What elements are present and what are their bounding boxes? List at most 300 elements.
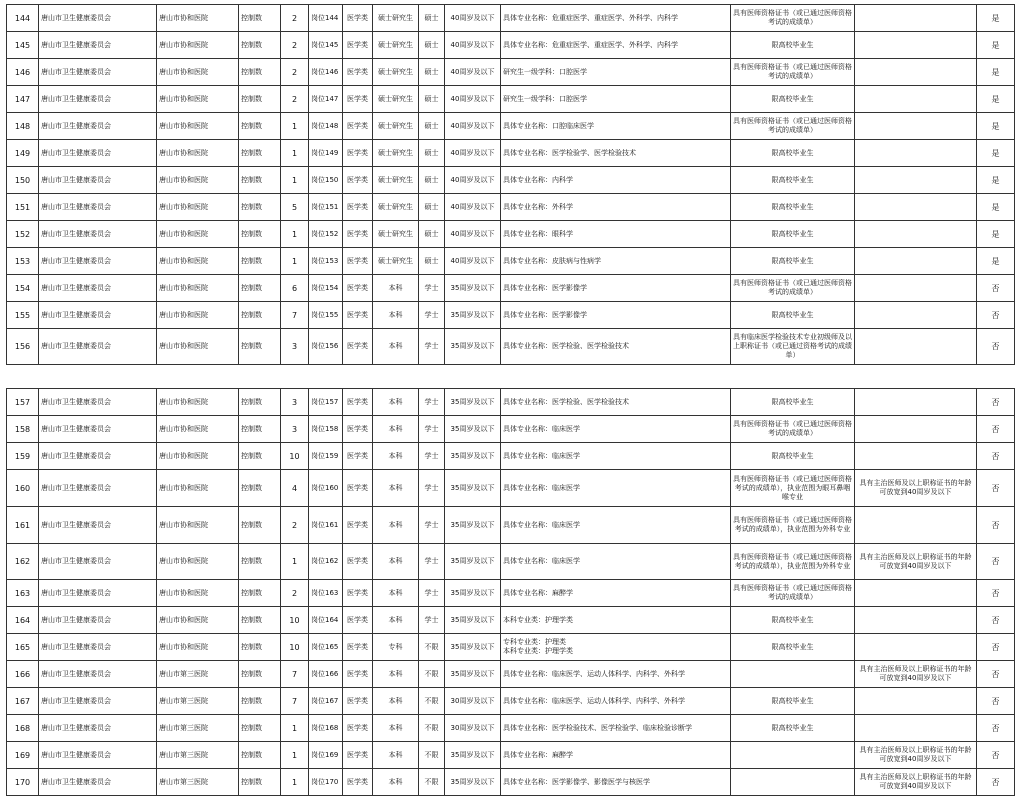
- major-requirement: 研究生一级学科：口腔医学: [501, 86, 731, 113]
- headcount: 5: [281, 194, 309, 221]
- row-number: 167: [7, 688, 39, 715]
- major-requirement: 具体专业名称：内科学: [501, 167, 731, 194]
- degree: 硕士: [419, 221, 445, 248]
- major-requirement: 具体专业名称：口腔临床医学: [501, 113, 731, 140]
- degree: 学士: [419, 329, 445, 365]
- row-number: 149: [7, 140, 39, 167]
- row-number: 169: [7, 742, 39, 769]
- other-requirement: 具有医师资格证书（或已通过医师资格考试的成绩单），执业范围为外科专业: [731, 507, 855, 544]
- post-code: 岗位169: [309, 742, 343, 769]
- job-table-section-1: [6, 4, 1014, 365]
- age-limit: 35周岁及以下: [445, 275, 501, 302]
- education: 本科: [373, 507, 419, 544]
- staffing-type: 控制数: [239, 688, 281, 715]
- age-limit: 40周岁及以下: [445, 113, 501, 140]
- table-row: [7, 5, 1015, 32]
- degree: 硕士: [419, 248, 445, 275]
- headcount: 2: [281, 580, 309, 607]
- staffing-type: 控制数: [239, 113, 281, 140]
- staffing-type: 控制数: [239, 607, 281, 634]
- table-row: [7, 634, 1015, 661]
- post-code: 岗位157: [309, 389, 343, 416]
- remark: [855, 607, 977, 634]
- employer-name: 唐山市协和医院: [157, 275, 239, 302]
- staffing-type: 控制数: [239, 32, 281, 59]
- other-requirement: 限高校毕业生: [731, 194, 855, 221]
- other-requirement: 限高校毕业生: [731, 715, 855, 742]
- employer-name: 唐山市协和医院: [157, 329, 239, 365]
- department-name: 唐山市卫生健康委员会: [39, 5, 157, 32]
- degree: 学士: [419, 275, 445, 302]
- education: 本科: [373, 688, 419, 715]
- flag: 是: [977, 248, 1015, 275]
- post-category: 医学类: [343, 544, 373, 580]
- table-row: [7, 302, 1015, 329]
- major-requirement: 具体专业名称：临床医学、运动人体科学、内科学、外科学: [501, 688, 731, 715]
- flag: 是: [977, 167, 1015, 194]
- post-category: 医学类: [343, 329, 373, 365]
- major-requirement: 研究生一级学科：口腔医学: [501, 59, 731, 86]
- department-name: 唐山市卫生健康委员会: [39, 59, 157, 86]
- remark: [855, 167, 977, 194]
- staffing-type: 控制数: [239, 443, 281, 470]
- staffing-type: 控制数: [239, 544, 281, 580]
- education: 硕士研究生: [373, 140, 419, 167]
- post-category: 医学类: [343, 470, 373, 507]
- row-number: 152: [7, 221, 39, 248]
- department-name: 唐山市卫生健康委员会: [39, 544, 157, 580]
- row-number: 150: [7, 167, 39, 194]
- flag: 否: [977, 634, 1015, 661]
- education: 硕士研究生: [373, 167, 419, 194]
- post-code: 岗位159: [309, 443, 343, 470]
- headcount: 1: [281, 248, 309, 275]
- remark: [855, 302, 977, 329]
- staffing-type: 控制数: [239, 194, 281, 221]
- major-requirement: 具体专业名称：临床医学: [501, 416, 731, 443]
- page-gap: [0, 375, 1019, 388]
- row-number: 170: [7, 769, 39, 796]
- staffing-type: 控制数: [239, 302, 281, 329]
- row-number: 147: [7, 86, 39, 113]
- post-category: 医学类: [343, 742, 373, 769]
- major-requirement: 具体专业名称：临床医学: [501, 443, 731, 470]
- major-requirement: 具体专业名称：眼科学: [501, 221, 731, 248]
- employer-name: 唐山市协和医院: [157, 580, 239, 607]
- department-name: 唐山市卫生健康委员会: [39, 302, 157, 329]
- degree: 不限: [419, 769, 445, 796]
- employer-name: 唐山市协和医院: [157, 607, 239, 634]
- major-requirement: 具体专业名称：危重症医学、重症医学、外科学、内科学: [501, 5, 731, 32]
- department-name: 唐山市卫生健康委员会: [39, 634, 157, 661]
- department-name: 唐山市卫生健康委员会: [39, 715, 157, 742]
- remark: [855, 416, 977, 443]
- remark: [855, 59, 977, 86]
- degree: 硕士: [419, 86, 445, 113]
- table-row: [7, 416, 1015, 443]
- post-category: 医学类: [343, 634, 373, 661]
- department-name: 唐山市卫生健康委员会: [39, 32, 157, 59]
- post-category: 医学类: [343, 167, 373, 194]
- headcount: 3: [281, 416, 309, 443]
- headcount: 3: [281, 389, 309, 416]
- flag: 否: [977, 607, 1015, 634]
- department-name: 唐山市卫生健康委员会: [39, 86, 157, 113]
- degree: 学士: [419, 389, 445, 416]
- remark: [855, 86, 977, 113]
- other-requirement: 具有医师资格证书（或已通过医师资格考试的成绩单）: [731, 113, 855, 140]
- degree: 学士: [419, 302, 445, 329]
- post-code: 岗位168: [309, 715, 343, 742]
- remark: [855, 275, 977, 302]
- degree: 不限: [419, 715, 445, 742]
- age-limit: 40周岁及以下: [445, 167, 501, 194]
- post-code: 岗位160: [309, 470, 343, 507]
- education: 本科: [373, 661, 419, 688]
- flag: 否: [977, 742, 1015, 769]
- staffing-type: 控制数: [239, 275, 281, 302]
- department-name: 唐山市卫生健康委员会: [39, 275, 157, 302]
- age-limit: 35周岁及以下: [445, 634, 501, 661]
- table-row: [7, 140, 1015, 167]
- headcount: 2: [281, 59, 309, 86]
- employer-name: 唐山市协和医院: [157, 167, 239, 194]
- staffing-type: 控制数: [239, 248, 281, 275]
- flag: 是: [977, 59, 1015, 86]
- department-name: 唐山市卫生健康委员会: [39, 329, 157, 365]
- major-requirement: 具体专业名称：医学影像学: [501, 275, 731, 302]
- job-table-section-2: [6, 388, 1014, 796]
- row-number: 160: [7, 470, 39, 507]
- staffing-type: 控制数: [239, 86, 281, 113]
- post-category: 医学类: [343, 389, 373, 416]
- post-category: 医学类: [343, 194, 373, 221]
- row-number: 164: [7, 607, 39, 634]
- major-requirement: 具体专业名称：临床医学: [501, 470, 731, 507]
- age-limit: 35周岁及以下: [445, 470, 501, 507]
- table-row: [7, 194, 1015, 221]
- table-row: [7, 248, 1015, 275]
- employer-name: 唐山市协和医院: [157, 544, 239, 580]
- headcount: 2: [281, 507, 309, 544]
- headcount: 1: [281, 167, 309, 194]
- headcount: 2: [281, 5, 309, 32]
- staffing-type: 控制数: [239, 5, 281, 32]
- age-limit: 35周岁及以下: [445, 507, 501, 544]
- flag: 否: [977, 580, 1015, 607]
- age-limit: 35周岁及以下: [445, 742, 501, 769]
- headcount: 4: [281, 470, 309, 507]
- staffing-type: 控制数: [239, 769, 281, 796]
- age-limit: 35周岁及以下: [445, 416, 501, 443]
- post-category: 医学类: [343, 507, 373, 544]
- age-limit: 40周岁及以下: [445, 59, 501, 86]
- staffing-type: 控制数: [239, 59, 281, 86]
- department-name: 唐山市卫生健康委员会: [39, 742, 157, 769]
- table-row: [7, 275, 1015, 302]
- row-number: 155: [7, 302, 39, 329]
- education: 本科: [373, 742, 419, 769]
- staffing-type: 控制数: [239, 167, 281, 194]
- employer-name: 唐山市协和医院: [157, 194, 239, 221]
- other-requirement: 具有医师资格证书（或已通过医师资格考试的成绩单），执业范围为外科专业: [731, 544, 855, 580]
- post-code: 岗位148: [309, 113, 343, 140]
- major-requirement: 具体专业名称：医学影像学: [501, 302, 731, 329]
- post-code: 岗位149: [309, 140, 343, 167]
- age-limit: 35周岁及以下: [445, 661, 501, 688]
- headcount: 1: [281, 140, 309, 167]
- employer-name: 唐山市协和医院: [157, 59, 239, 86]
- post-category: 医学类: [343, 86, 373, 113]
- post-code: 岗位162: [309, 544, 343, 580]
- row-number: 165: [7, 634, 39, 661]
- flag: 否: [977, 389, 1015, 416]
- job-table: [6, 4, 1015, 365]
- department-name: 唐山市卫生健康委员会: [39, 248, 157, 275]
- table-row: [7, 86, 1015, 113]
- row-number: 163: [7, 580, 39, 607]
- education: 本科: [373, 470, 419, 507]
- degree: 不限: [419, 634, 445, 661]
- other-requirement: [731, 742, 855, 769]
- department-name: 唐山市卫生健康委员会: [39, 607, 157, 634]
- remark: [855, 194, 977, 221]
- department-name: 唐山市卫生健康委员会: [39, 140, 157, 167]
- post-category: 医学类: [343, 607, 373, 634]
- staffing-type: 控制数: [239, 416, 281, 443]
- flag: 是: [977, 140, 1015, 167]
- employer-name: 唐山市第三医院: [157, 688, 239, 715]
- age-limit: 35周岁及以下: [445, 544, 501, 580]
- row-number: 146: [7, 59, 39, 86]
- post-code: 岗位154: [309, 275, 343, 302]
- employer-name: 唐山市协和医院: [157, 5, 239, 32]
- staffing-type: 控制数: [239, 507, 281, 544]
- headcount: 7: [281, 661, 309, 688]
- post-category: 医学类: [343, 140, 373, 167]
- degree: 硕士: [419, 167, 445, 194]
- remark: [855, 634, 977, 661]
- post-category: 医学类: [343, 769, 373, 796]
- age-limit: 35周岁及以下: [445, 580, 501, 607]
- department-name: 唐山市卫生健康委员会: [39, 507, 157, 544]
- other-requirement: 限高校毕业生: [731, 688, 855, 715]
- major-requirement: 具体专业名称：医学检验技术、医学检验学、临床检验诊断学: [501, 715, 731, 742]
- table-row: [7, 742, 1015, 769]
- degree: 硕士: [419, 5, 445, 32]
- major-requirement: 具体专业名称：外科学: [501, 194, 731, 221]
- headcount: 7: [281, 688, 309, 715]
- post-code: 岗位163: [309, 580, 343, 607]
- post-code: 岗位153: [309, 248, 343, 275]
- education: 硕士研究生: [373, 32, 419, 59]
- major-requirement: 具体专业名称：医学检验、医学检验技术: [501, 389, 731, 416]
- degree: 不限: [419, 661, 445, 688]
- post-code: 岗位150: [309, 167, 343, 194]
- employer-name: 唐山市协和医院: [157, 32, 239, 59]
- employer-name: 唐山市协和医院: [157, 221, 239, 248]
- table-row: [7, 32, 1015, 59]
- department-name: 唐山市卫生健康委员会: [39, 769, 157, 796]
- post-code: 岗位165: [309, 634, 343, 661]
- post-category: 医学类: [343, 416, 373, 443]
- education: 专科: [373, 634, 419, 661]
- post-category: 医学类: [343, 113, 373, 140]
- post-code: 岗位156: [309, 329, 343, 365]
- post-code: 岗位151: [309, 194, 343, 221]
- staffing-type: 控制数: [239, 715, 281, 742]
- post-category: 医学类: [343, 661, 373, 688]
- row-number: 159: [7, 443, 39, 470]
- age-limit: 35周岁及以下: [445, 329, 501, 365]
- age-limit: 40周岁及以下: [445, 32, 501, 59]
- job-table: [6, 388, 1015, 796]
- other-requirement: 具有医师资格证书（或已通过医师资格考试的成绩单）: [731, 59, 855, 86]
- table-row: [7, 59, 1015, 86]
- post-code: 岗位155: [309, 302, 343, 329]
- post-code: 岗位145: [309, 32, 343, 59]
- other-requirement: 限高校毕业生: [731, 86, 855, 113]
- staffing-type: 控制数: [239, 221, 281, 248]
- post-code: 岗位147: [309, 86, 343, 113]
- post-category: 医学类: [343, 5, 373, 32]
- employer-name: 唐山市协和医院: [157, 507, 239, 544]
- remark: [855, 715, 977, 742]
- flag: 否: [977, 329, 1015, 365]
- education: 本科: [373, 769, 419, 796]
- row-number: 144: [7, 5, 39, 32]
- flag: 是: [977, 86, 1015, 113]
- flag: 是: [977, 5, 1015, 32]
- employer-name: 唐山市协和医院: [157, 389, 239, 416]
- flag: 否: [977, 275, 1015, 302]
- degree: 硕士: [419, 140, 445, 167]
- post-code: 岗位170: [309, 769, 343, 796]
- employer-name: 唐山市协和医院: [157, 634, 239, 661]
- remark: [855, 443, 977, 470]
- department-name: 唐山市卫生健康委员会: [39, 221, 157, 248]
- headcount: 3: [281, 329, 309, 365]
- other-requirement: 限高校毕业生: [731, 634, 855, 661]
- headcount: 6: [281, 275, 309, 302]
- table-row: [7, 221, 1015, 248]
- education: 硕士研究生: [373, 113, 419, 140]
- post-code: 岗位146: [309, 59, 343, 86]
- other-requirement: [731, 769, 855, 796]
- other-requirement: 限高校毕业生: [731, 248, 855, 275]
- education: 硕士研究生: [373, 194, 419, 221]
- age-limit: 35周岁及以下: [445, 389, 501, 416]
- flag: 是: [977, 32, 1015, 59]
- major-requirement: 具体专业名称：临床医学、运动人体科学、内科学、外科学: [501, 661, 731, 688]
- age-limit: 40周岁及以下: [445, 140, 501, 167]
- remark: [855, 5, 977, 32]
- table-row: [7, 167, 1015, 194]
- major-requirement: 具体专业名称：皮肤病与性病学: [501, 248, 731, 275]
- row-number: 151: [7, 194, 39, 221]
- employer-name: 唐山市第三医院: [157, 742, 239, 769]
- staffing-type: 控制数: [239, 634, 281, 661]
- employer-name: 唐山市第三医院: [157, 661, 239, 688]
- other-requirement: 限高校毕业生: [731, 302, 855, 329]
- flag: 否: [977, 507, 1015, 544]
- other-requirement: 具有医师资格证书（或已通过医师资格考试的成绩单）: [731, 5, 855, 32]
- employer-name: 唐山市协和医院: [157, 113, 239, 140]
- other-requirement: 具有医师资格证书（或已通过医师资格考试的成绩单）: [731, 416, 855, 443]
- headcount: 1: [281, 544, 309, 580]
- table-row: [7, 113, 1015, 140]
- headcount: 1: [281, 769, 309, 796]
- flag: 否: [977, 688, 1015, 715]
- table-row: [7, 389, 1015, 416]
- staffing-type: 控制数: [239, 661, 281, 688]
- headcount: 1: [281, 221, 309, 248]
- education: 本科: [373, 443, 419, 470]
- post-category: 医学类: [343, 248, 373, 275]
- row-number: 157: [7, 389, 39, 416]
- employer-name: 唐山市协和医院: [157, 302, 239, 329]
- age-limit: 35周岁及以下: [445, 443, 501, 470]
- post-category: 医学类: [343, 443, 373, 470]
- post-code: 岗位164: [309, 607, 343, 634]
- department-name: 唐山市卫生健康委员会: [39, 113, 157, 140]
- department-name: 唐山市卫生健康委员会: [39, 167, 157, 194]
- remark: 具有主治医师及以上职称证书的年龄可放宽到40周岁及以下: [855, 742, 977, 769]
- major-requirement: 本科专业类：护理学类: [501, 607, 731, 634]
- employer-name: 唐山市协和医院: [157, 248, 239, 275]
- department-name: 唐山市卫生健康委员会: [39, 661, 157, 688]
- other-requirement: [731, 661, 855, 688]
- other-requirement: 限高校毕业生: [731, 607, 855, 634]
- table-row: [7, 544, 1015, 580]
- other-requirement: 限高校毕业生: [731, 140, 855, 167]
- row-number: 158: [7, 416, 39, 443]
- remark: 具有主治医师及以上职称证书的年龄可放宽到40周岁及以下: [855, 769, 977, 796]
- staffing-type: 控制数: [239, 329, 281, 365]
- major-requirement: 具体专业名称：临床医学: [501, 507, 731, 544]
- department-name: 唐山市卫生健康委员会: [39, 580, 157, 607]
- degree: 硕士: [419, 113, 445, 140]
- post-category: 医学类: [343, 715, 373, 742]
- flag: 是: [977, 194, 1015, 221]
- employer-name: 唐山市协和医院: [157, 416, 239, 443]
- remark: [855, 580, 977, 607]
- post-category: 医学类: [343, 275, 373, 302]
- employer-name: 唐山市第三医院: [157, 715, 239, 742]
- headcount: 1: [281, 742, 309, 769]
- staffing-type: 控制数: [239, 742, 281, 769]
- age-limit: 35周岁及以下: [445, 769, 501, 796]
- row-number: 156: [7, 329, 39, 365]
- employer-name: 唐山市协和医院: [157, 470, 239, 507]
- degree: 学士: [419, 416, 445, 443]
- post-code: 岗位144: [309, 5, 343, 32]
- headcount: 1: [281, 113, 309, 140]
- headcount: 10: [281, 634, 309, 661]
- headcount: 2: [281, 32, 309, 59]
- row-number: 148: [7, 113, 39, 140]
- department-name: 唐山市卫生健康委员会: [39, 470, 157, 507]
- education: 硕士研究生: [373, 221, 419, 248]
- major-requirement: 具体专业名称：临床医学: [501, 544, 731, 580]
- age-limit: 40周岁及以下: [445, 86, 501, 113]
- employer-name: 唐山市协和医院: [157, 443, 239, 470]
- flag: 否: [977, 769, 1015, 796]
- remark: 具有主治医师及以上职称证书的年龄可放宽到40周岁及以下: [855, 544, 977, 580]
- flag: 否: [977, 544, 1015, 580]
- education: 本科: [373, 389, 419, 416]
- row-number: 166: [7, 661, 39, 688]
